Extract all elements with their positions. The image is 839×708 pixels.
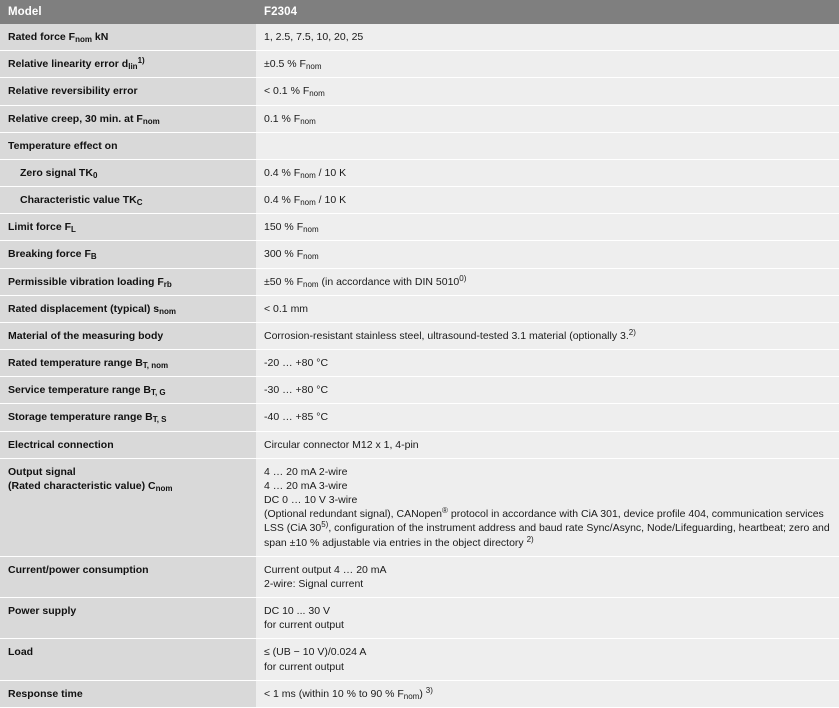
row-label: Electrical connection — [0, 431, 256, 458]
row-value: ≤ (UB − 10 V)/0.024 A for current output — [256, 639, 839, 680]
row-label: Permissible vibration loading $F_{rb}$ — [0, 268, 256, 295]
row-value: DC 10 ... 30 V for current output — [256, 598, 839, 639]
row-label: Output signal (Rated characteristic value) $C_{nom}$ — [0, 458, 256, 556]
table-row — [0, 132, 839, 159]
row-label: Relative creep, 30 min. at $F_{nom}$ — [0, 105, 256, 132]
row-value: -30 … +80 °C — [256, 377, 839, 404]
table-row — [0, 377, 839, 404]
row-value: 4 … 20 mA 2-wire 4 … 20 mA 3-wire DC 0 … 10 V 3-wire (Optional redundant signal), CANopen® protocol in accordance with CiA 301, device profile 404, communication services LSS (CiA 30$^{5)}$, configuration of the instrument address and baud rate Sync/Async, Node/Lifeguarding, heartbeat; zero and span ±10 % adjustable via entries in the object directory $^{2)}$ — [256, 458, 839, 556]
row-label: Power supply — [0, 598, 256, 639]
row-label: Relative linearity error $d_{lin}^{1)}$ — [0, 51, 256, 78]
row-label: Relative reversibility error — [0, 78, 256, 105]
row-value: < 0.1 mm — [256, 295, 839, 322]
table-row — [0, 78, 839, 105]
row-value: ±50 % $F_{nom}$ (in accordance with DIN 5010$^{0)}$ — [256, 268, 839, 295]
table-row — [0, 159, 839, 186]
row-value: < 0.1 % $F_{nom}$ — [256, 78, 839, 105]
row-value — [256, 132, 839, 159]
row-label: Response time — [0, 680, 256, 707]
table-row — [0, 322, 839, 349]
row-label: Material of the measuring body — [0, 322, 256, 349]
row-value: 300 % $F_{nom}$ — [256, 241, 839, 268]
table-row — [0, 458, 839, 556]
table-header-row — [0, 0, 839, 24]
row-value: Corrosion-resistant stainless steel, ultrasound-tested 3.1 material (optionally 3.$^{2)}$ — [256, 322, 839, 349]
row-label: Breaking force $F_B$ — [0, 241, 256, 268]
row-value: -20 … +80 °C — [256, 350, 839, 377]
row-value: 1, 2.5, 7.5, 10, 20, 25 — [256, 24, 839, 51]
row-value: ±0.5 % $F_{nom}$ — [256, 51, 839, 78]
row-value: 0.4 % $F_{nom} / 10$ K — [256, 187, 839, 214]
header-cell-type: F2304 — [256, 0, 839, 24]
table-row — [0, 680, 839, 707]
table-row — [0, 268, 839, 295]
row-label: Rated force $F_{nom}$ kN — [0, 24, 256, 51]
row-label: Load — [0, 639, 256, 680]
table-row — [0, 241, 839, 268]
row-label: Zero signal $TK_0$ — [0, 159, 256, 186]
table-row — [0, 598, 839, 639]
row-label: Characteristic value $TK_C$ — [0, 187, 256, 214]
table-row — [0, 51, 839, 78]
table-row — [0, 105, 839, 132]
table-row — [0, 350, 839, 377]
row-label: Limit force $F_L$ — [0, 214, 256, 241]
row-label: Current/power consumption — [0, 556, 256, 597]
row-value: 0.4 % $F_{nom} / 10$ K — [256, 159, 839, 186]
row-label: Service temperature range $B_{T, G}$ — [0, 377, 256, 404]
row-value: < 1 ms (within 10 % to 90 % $F_{nom}$) $^{3)}$ — [256, 680, 839, 707]
table-row — [0, 187, 839, 214]
row-value: 0.1 % $F_{nom}$ — [256, 105, 839, 132]
row-value: Circular connector M12 x 1, 4-pin — [256, 431, 839, 458]
table-row — [0, 639, 839, 680]
row-value: 150 % $F_{nom}$ — [256, 214, 839, 241]
row-label: Temperature effect on — [0, 132, 256, 159]
row-label: Storage temperature range $B_{T, S}$ — [0, 404, 256, 431]
row-value: Current output 4 … 20 mA 2-wire: Signal current — [256, 556, 839, 597]
table-row — [0, 556, 839, 597]
table-row — [0, 24, 839, 51]
table-row — [0, 295, 839, 322]
row-label: Rated displacement (typical) $s_{nom}$ — [0, 295, 256, 322]
row-label: Rated temperature range $B_{T, nom}$ — [0, 350, 256, 377]
row-value: -40 … +85 °C — [256, 404, 839, 431]
table-row — [0, 404, 839, 431]
table-row — [0, 431, 839, 458]
table-row — [0, 214, 839, 241]
header-cell-model: Model — [0, 0, 256, 24]
